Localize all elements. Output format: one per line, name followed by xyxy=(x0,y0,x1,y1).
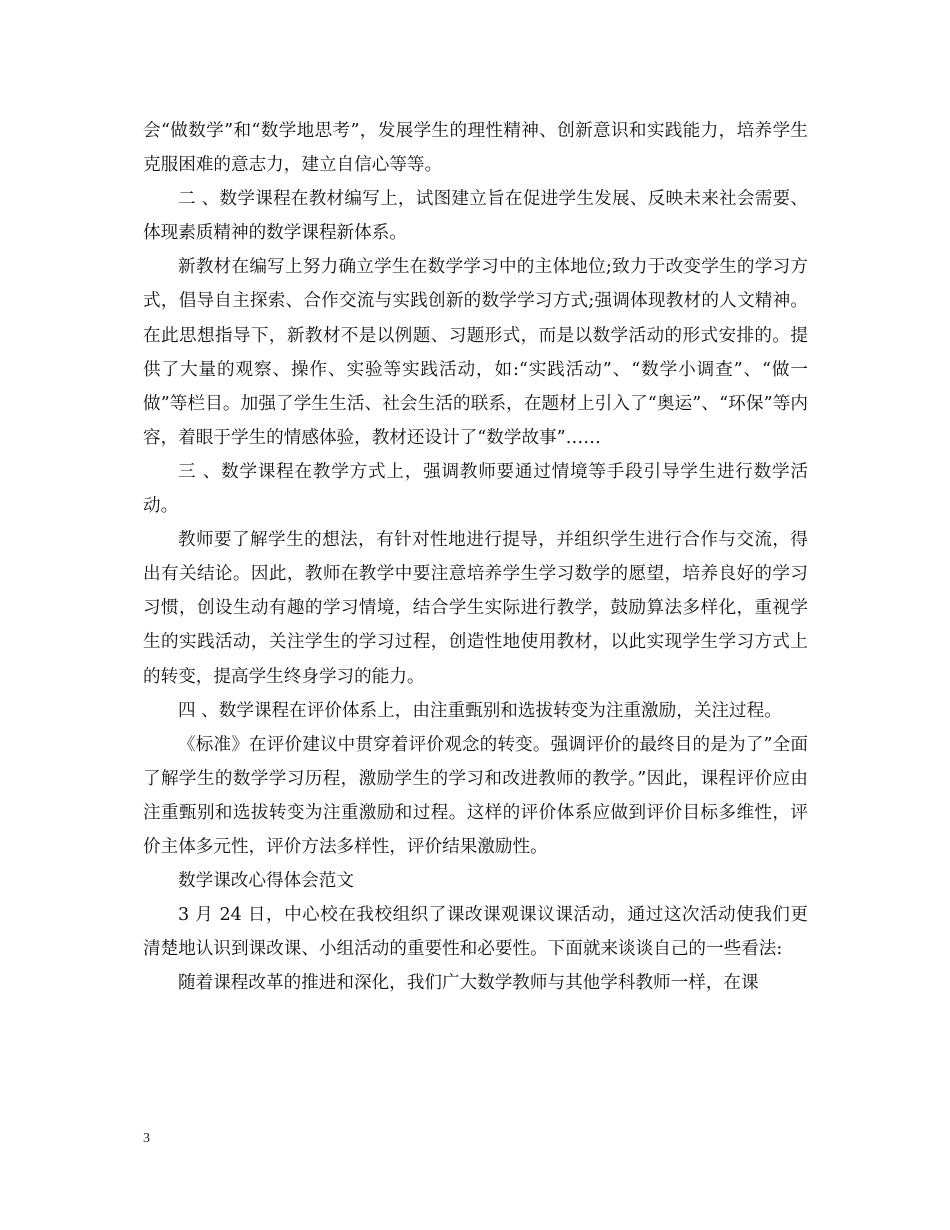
paragraph: 《标准》在评价建议中贯穿着评价观念的转变。强调评价的最终目的是为了”全面了解学生的数学学习历程，激励学生的学习和改进教师的教学。”因此，课程评价应由注重甄别和选拔转变为注重激励和过程。这样的评价体系应做到评价目标多维性，评价主体多元性，评价方法多样性，评价结果激励性。 xyxy=(143,734,808,857)
paragraph: 二 、数学课程在教材编写上，试图建立旨在促进学生发展、反映未来社会需要、体现素质精神的数学课程新体系。 xyxy=(143,189,808,244)
paragraph: 3 月 24 日，中心校在我校组织了课改课观课议课活动，通过这次活动使我们更清楚地认识到课改课、小组活动的重要性和必要性。下面就来谈谈自己的一些看法: xyxy=(143,905,808,960)
paragraph: 教师要了解学生的想法，有针对性地进行提导，并组织学生进行合作与交流，得出有关结论。因此，教师在教学中要注意培养学生学习数学的愿望，培养良好的学习习惯，创设生动有趣的学习情境，结合学生实际进行教学，鼓励算法多样化，重视学生的实践活动，关注学生的学习过程，创造性地使用教材，以此实现学生学习方式上的转变，提高学生终身学习的能力。 xyxy=(143,530,808,687)
section-heading: 数学课改心得体会范文 xyxy=(178,871,354,892)
paragraph: 新教材在编写上努力确立学生在数学学习中的主体地位;致力于改变学生的学习方式，倡导自主探索、合作交流与实践创新的数学学习方式;强调体现教材的人文精神。在此思想指导下，新教材不是以例题、习题形式，而是以数学活动的形式安排的。提供了大量的观察、操作、实验等实践活动，如:“实践活动”、“数学小调查”、“做一做”等栏目。加强了学生生活、社会生活的联系，在题材上引入了“奥运”、“环保”等内容，着眼于学生的情感体验，教材还设计了“数学故事”…… xyxy=(143,257,808,448)
body-text xyxy=(143,114,808,1000)
page-number: 3 xyxy=(143,1131,150,1146)
paragraph: 随着课程改革的推进和深化，我们广大数学教师与其他学科教师一样，在课 xyxy=(178,973,759,994)
paragraph: 三 、数学课程在教学方式上，强调教师要通过情境等手段引导学生进行数学活动。 xyxy=(143,461,808,517)
paragraph: 会“做数学”和“数学地思考”，发展学生的理性精神、创新意识和实践能力，培养学生克服困难的意志力，建立自信心等等。 xyxy=(143,121,808,176)
paragraph: 四 、数学课程在评价体系上，由注重甄别和选拔转变为注重激励，关注过程。 xyxy=(178,700,782,721)
